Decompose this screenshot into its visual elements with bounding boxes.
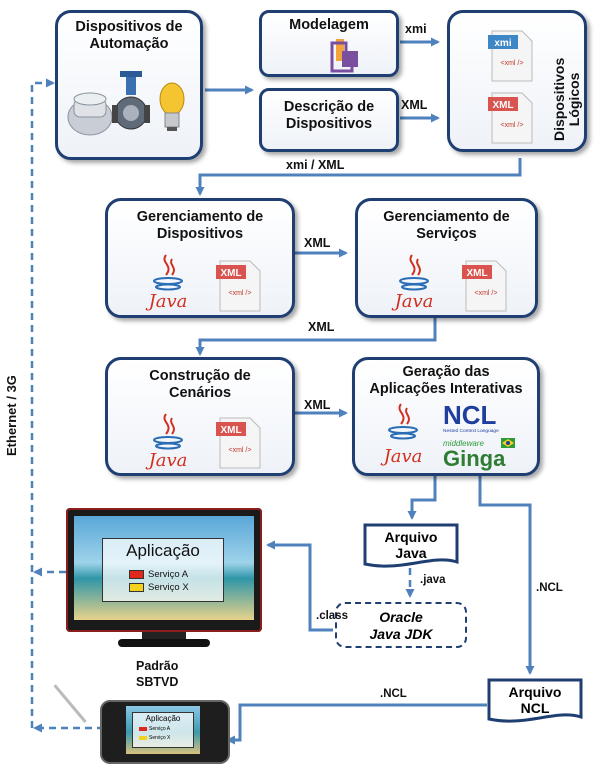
- svg-text:XML: XML: [466, 268, 488, 279]
- label-standard: Padrão SBTVD: [136, 659, 179, 689]
- tv-app-title: Aplicação: [126, 541, 200, 560]
- label-xmi-xml: xmi / XML: [286, 158, 345, 172]
- label-xml-scenario-app: XML: [304, 398, 331, 412]
- label-dot-ncl-right: .NCL: [536, 582, 563, 594]
- app-generation-title: Geração das Aplicações Interativas: [369, 364, 523, 397]
- service-management-box: [355, 198, 538, 318]
- svg-text:<xml />: <xml />: [474, 290, 498, 297]
- oracle-jdk-title: Oracle Java JDK: [369, 609, 433, 642]
- phone-app-panel: [132, 712, 194, 748]
- arrow-app-gen-to-ncl-file: [480, 476, 530, 673]
- xmi-document-icon: [488, 29, 536, 83]
- logical-devices-title: Dispositivos Lógicos: [551, 57, 582, 141]
- java-logo-icon: [390, 251, 440, 313]
- svg-text:Nested Context Language: Nested Context Language: [443, 429, 499, 434]
- automation-devices-title: Dispositivos de Automação: [75, 19, 183, 52]
- xml-document-icon: [488, 91, 536, 145]
- app-generation-box: [352, 357, 540, 476]
- oracle-jdk-box: [335, 602, 467, 648]
- automation-devices-illustration: [64, 69, 196, 149]
- svg-text:middleware: middleware: [443, 439, 484, 448]
- device-management-box: [105, 198, 295, 318]
- scenario-title: Construção de Cenários: [149, 368, 251, 401]
- light-bulb-icon: [160, 83, 184, 131]
- svg-text:XML: XML: [220, 268, 242, 279]
- ncl-logo-icon: [441, 400, 517, 434]
- svg-text:Java: Java: [148, 450, 188, 471]
- svg-text:xmi: xmi: [494, 38, 512, 49]
- ncl-file-line-2: NCL: [520, 700, 550, 716]
- xml-document-icon: [462, 259, 510, 313]
- phone-app-title: Aplicação: [145, 714, 181, 723]
- label-dot-java: .java: [420, 574, 446, 586]
- svg-text:<xml />: <xml />: [228, 447, 252, 454]
- phone-screen: [126, 706, 200, 754]
- arrow-app-gen-to-java-file: [412, 476, 435, 518]
- svg-text:Ginga: Ginga: [443, 446, 506, 471]
- tv-service-x[interactable]: Serviço X: [129, 582, 189, 593]
- java-logo-icon: [144, 251, 194, 313]
- tv-illustration: [66, 508, 264, 648]
- tv-screen: [74, 516, 254, 620]
- service-management-title: Gerenciamento de Serviços: [383, 209, 510, 242]
- java-logo-icon: [144, 410, 194, 472]
- svg-text:<xml />: <xml />: [500, 60, 524, 67]
- label-dot-class: .class: [316, 610, 348, 622]
- svg-text:Java: Java: [383, 446, 423, 467]
- arrow-ncl-to-phone: [228, 705, 487, 740]
- ncl-file-line-1: Arquivo: [508, 684, 562, 700]
- uml-logo-icon: [302, 37, 362, 75]
- arrow-logical-to-device-mgmt: [200, 158, 520, 194]
- label-xmi: xmi: [405, 22, 427, 36]
- java-file-line-1: Arquivo: [384, 529, 438, 545]
- svg-text:XML: XML: [492, 100, 514, 111]
- valve-icon: [112, 71, 150, 129]
- svg-text:NCL: NCL: [443, 400, 497, 430]
- description-title: Descrição de Dispositivos: [283, 99, 375, 132]
- ncl-file-node: [486, 677, 586, 727]
- label-dot-ncl-bottom: .NCL: [380, 688, 407, 700]
- svg-text:<xml />: <xml />: [500, 122, 524, 129]
- java-file-line-2: Java: [395, 545, 427, 561]
- xml-document-icon: [216, 416, 264, 470]
- java-logo-icon: [379, 400, 429, 474]
- phone-service-x[interactable]: Serviço X: [139, 735, 170, 741]
- description-box: [259, 88, 399, 152]
- tv-service-a[interactable]: Serviço A: [129, 569, 188, 580]
- phone-illustration: [92, 666, 232, 762]
- scenario-box: [105, 357, 295, 476]
- label-xml-to-scenario: XML: [308, 320, 335, 334]
- device-management-title: Gerenciamento de Dispositivos: [136, 209, 264, 242]
- automation-devices-box: [55, 10, 203, 160]
- label-xml-description: XML: [401, 98, 428, 112]
- svg-text:<xml />: <xml />: [228, 290, 252, 297]
- dashed-ethernet-line: [32, 83, 53, 728]
- label-xml-device-service: XML: [304, 236, 331, 250]
- tv-base: [118, 639, 210, 647]
- logical-devices-box: [447, 10, 587, 152]
- java-file-node: [362, 522, 462, 572]
- modeling-box: [259, 10, 399, 77]
- svg-text:Java: Java: [148, 291, 188, 312]
- svg-text:XML: XML: [220, 425, 242, 436]
- xml-document-icon: [216, 259, 264, 313]
- sensor-icon: [68, 93, 112, 135]
- modeling-title: Modelagem: [289, 17, 369, 33]
- phone-service-a[interactable]: Serviço A: [139, 726, 170, 732]
- ginga-logo-icon: [441, 436, 521, 472]
- tv-app-panel: [102, 538, 224, 602]
- svg-text:Java: Java: [394, 291, 434, 312]
- label-ethernet: Ethernet / 3G: [4, 375, 19, 456]
